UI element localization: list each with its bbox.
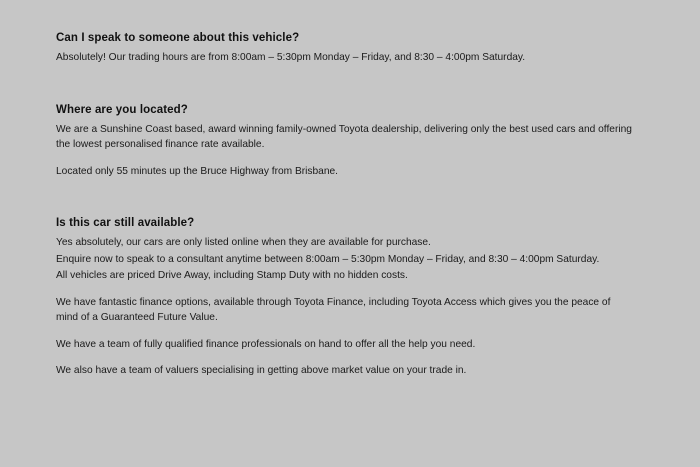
faq-question-availability: Is this car still available?: [56, 217, 195, 229]
faq-answer-dealership-description: We are a Sunshine Coast based, award winning family-owned Toyota dealership, delivering only the best used cars and offering the lowest personalised finance rate available.: [56, 123, 632, 150]
faq-question-location: Where are you located?: [56, 103, 188, 116]
faq-section-location: [56, 104, 646, 180]
faq-answer-trading-hours: Absolutely! Our trading hours are from 8:00am – 5:30pm Monday – Friday, and 8:30 – 4:00pm Saturday.: [56, 52, 526, 63]
faq-section-availability: [56, 217, 646, 379]
section-spacer: [56, 201, 646, 217]
faq-document: [56, 32, 646, 401]
faq-answer-valuers-trade-in: We also have a team of valuers specialising in getting above market value on your trade in.: [56, 365, 467, 376]
faq-question-speak-to-someone: Can I speak to someone about this vehicle?: [56, 32, 300, 44]
faq-answer-drive-away-price: All vehicles are priced Drive Away, including Stamp Duty with no hidden costs.: [56, 270, 408, 281]
faq-section-speak-to-someone: [56, 32, 646, 66]
faq-answer-listed-online: Yes absolutely, our cars are only listed online when they are available for purchase.: [56, 237, 431, 248]
faq-answer-finance-professionals: We have a team of fully qualified finance professionals on hand to offer all the help you need.: [56, 338, 476, 350]
section-spacer: [56, 88, 646, 104]
faq-answer-finance-options: We have fantastic finance options, available through Toyota Finance, including Toyota Access which gives you the peace of mind of a Guaranteed Future Value.: [56, 296, 611, 323]
faq-answer-enquire-consultant: Enquire now to speak to a consultant anytime between 8:00am – 5:30pm Monday – Friday, and 8:30 – 4:00pm Saturday.: [56, 253, 600, 265]
faq-answer-distance-brisbane: Located only 55 minutes up the Bruce Highway from Brisbane.: [56, 165, 339, 177]
